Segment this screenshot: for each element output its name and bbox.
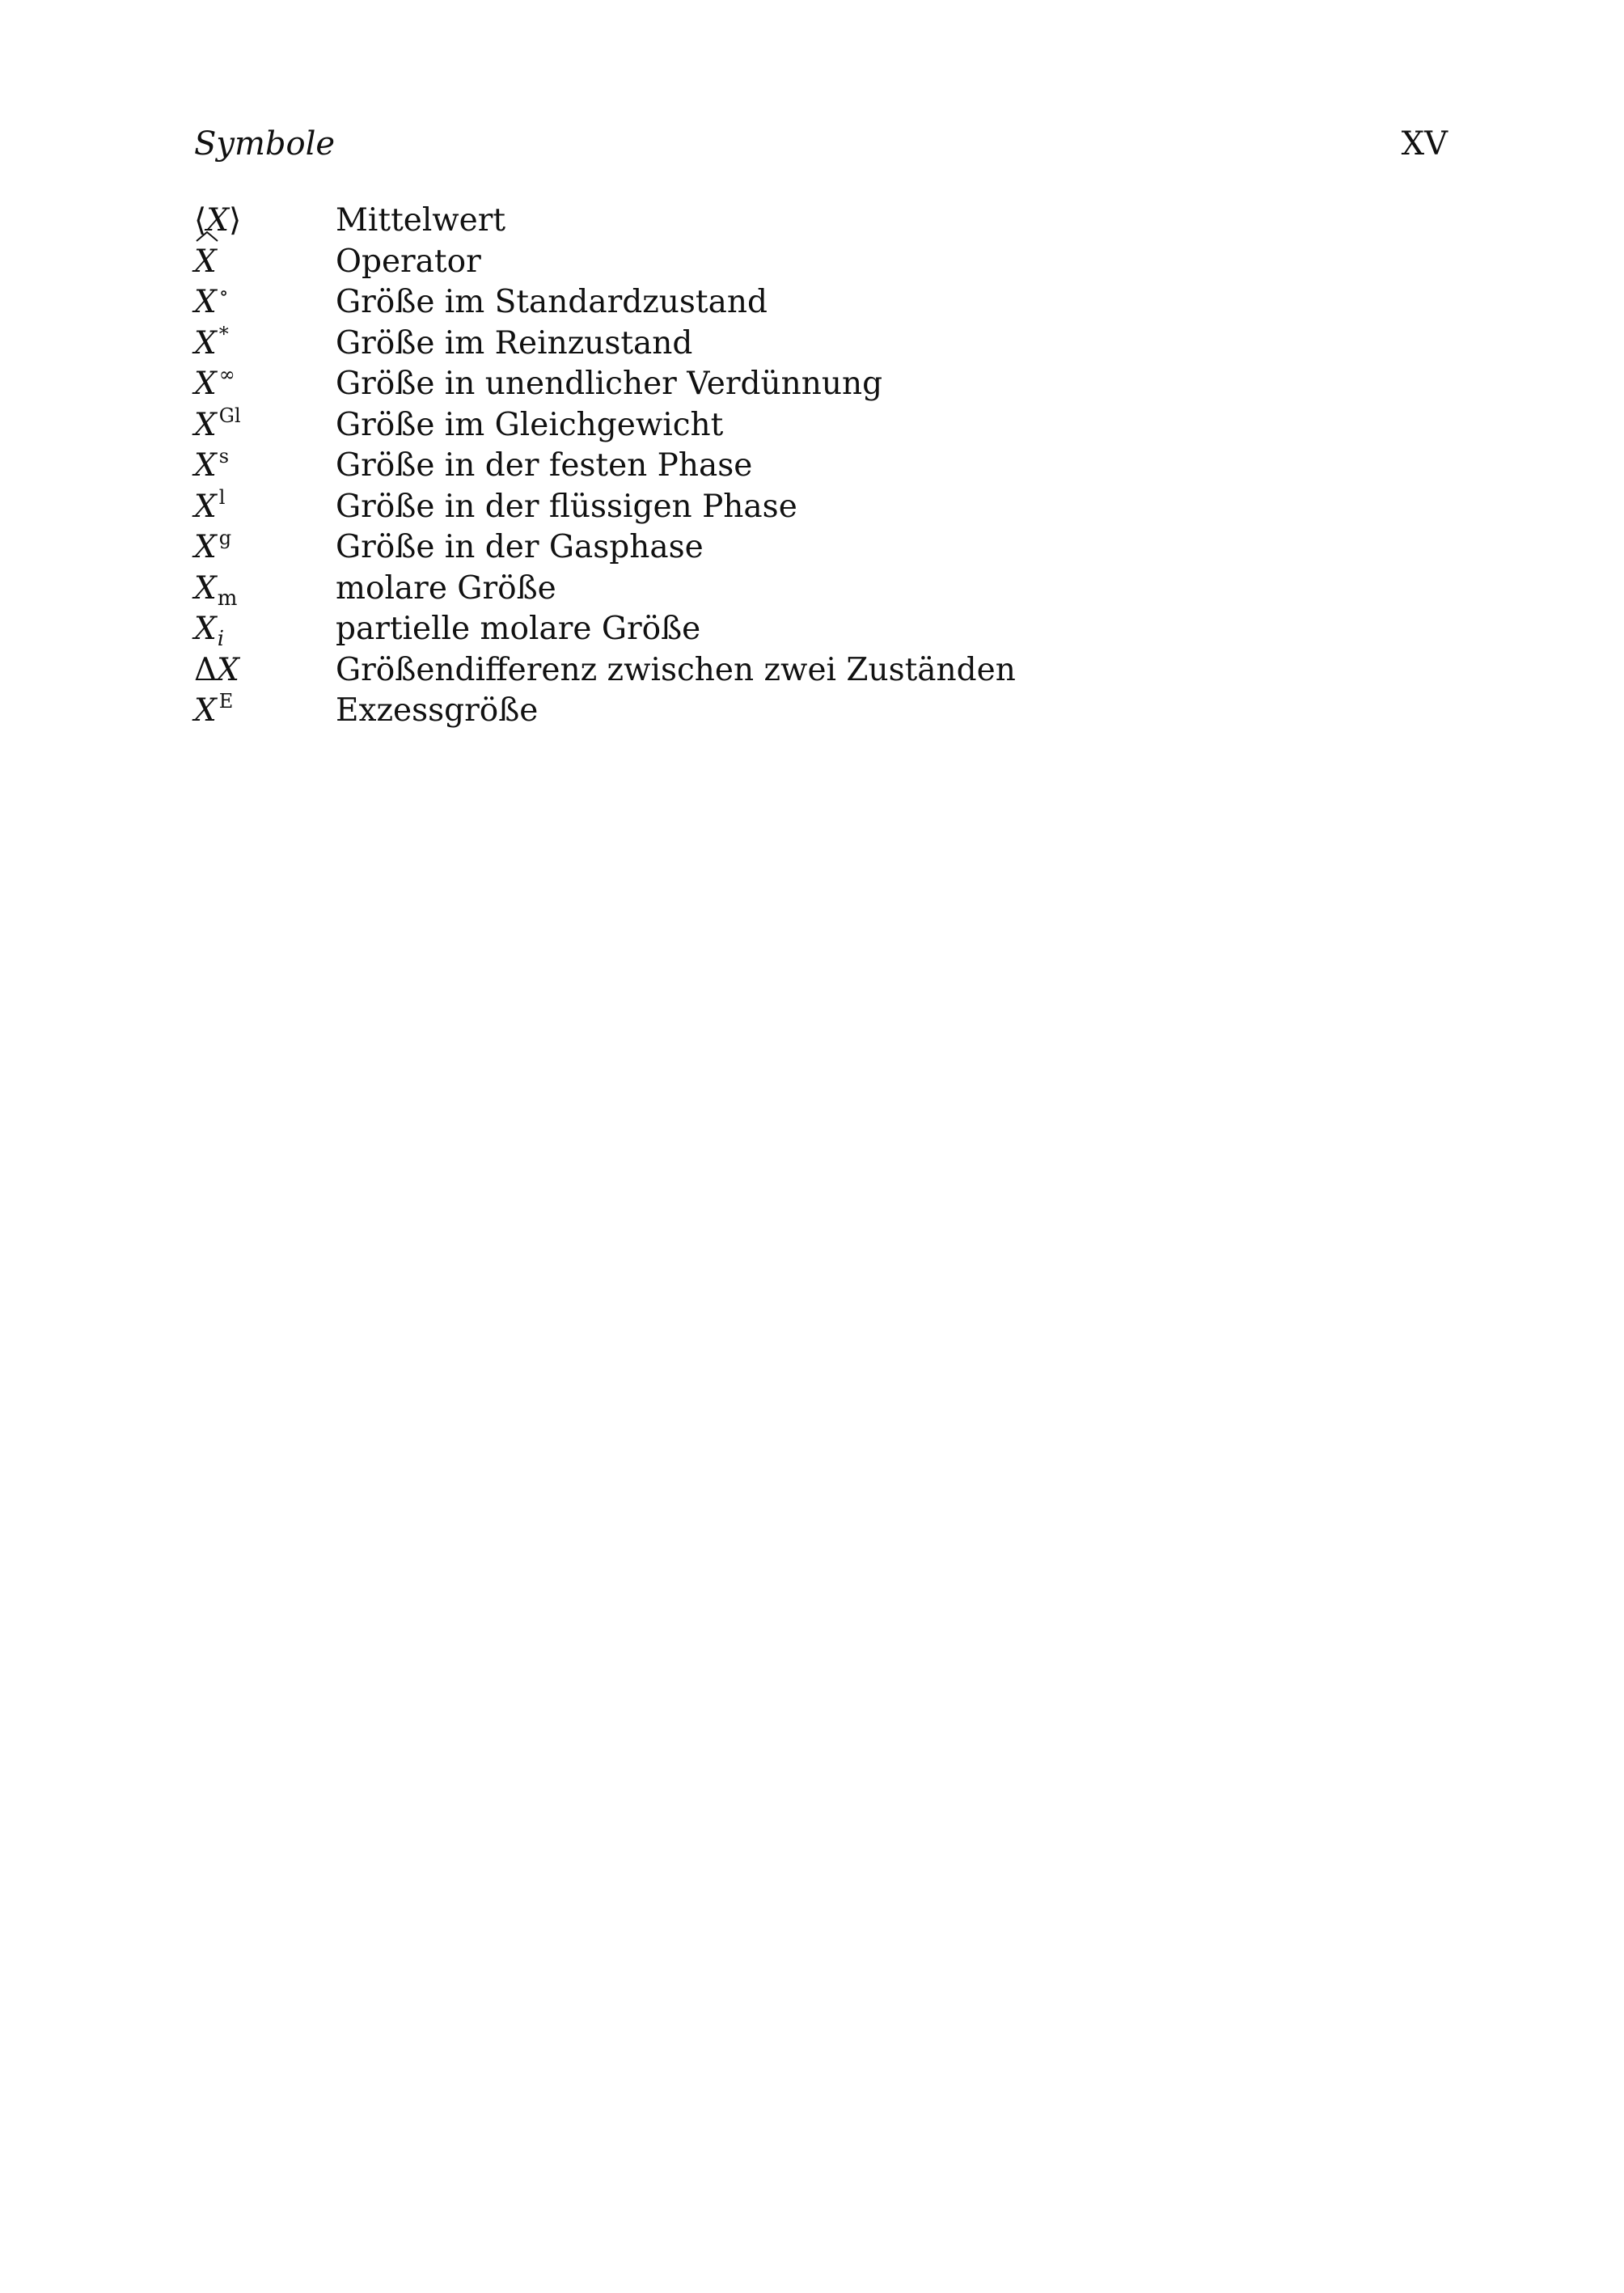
symbol-description: Exzessgröße <box>336 692 539 729</box>
section-title: Symbole <box>194 125 336 163</box>
symbol-row <box>194 446 1326 487</box>
symbol-difference <box>194 650 336 691</box>
symbol-base: X <box>194 692 217 729</box>
symbol-superscript: l <box>218 485 226 509</box>
symbol-row <box>194 527 1326 569</box>
symbol-description: Größe in der festen Phase <box>336 447 753 484</box>
symbol-description: partielle molare Größe <box>336 611 701 647</box>
symbol-description: Größe in unendlicher Verdünnung <box>336 366 883 402</box>
symbol-superscript: s <box>218 445 230 467</box>
symbol-equilibrium <box>194 405 336 446</box>
symbol-row <box>194 364 1326 405</box>
symbol-base: X <box>194 284 217 320</box>
symbol-row <box>194 569 1326 610</box>
symbol-description: Größe im Standardzustand <box>336 284 768 320</box>
hat-accent-icon <box>196 231 218 242</box>
page-number: XV <box>1401 125 1448 163</box>
symbol-gas-phase <box>194 527 336 568</box>
symbol-superscript: * <box>218 322 229 345</box>
symbol-description: Größe im Gleichgewicht <box>336 406 724 443</box>
symbol-superscript: Gl <box>218 404 241 427</box>
symbol-description: molare Größe <box>336 569 556 607</box>
symbol-subscript: i <box>217 627 225 651</box>
symbol-standard-state <box>194 282 336 323</box>
symbol-excess <box>194 691 336 731</box>
symbol-description: Operator <box>336 243 481 280</box>
running-head <box>194 121 1448 170</box>
symbol-subscript: m <box>217 586 238 611</box>
symbol-description: Größe in der Gasphase <box>336 529 704 565</box>
symbol-infinite-dilution <box>194 364 336 404</box>
symbol-base: X <box>194 324 217 362</box>
symbol-base: X <box>194 569 217 607</box>
symbol-superscript: E <box>218 690 234 713</box>
symbol-list <box>194 201 1326 732</box>
symbol-base: X <box>217 651 239 688</box>
symbol-base: X <box>194 529 217 565</box>
symbol-molar <box>194 569 336 609</box>
symbol-base: X <box>194 447 217 484</box>
symbol-description: Größendifferenz zwischen zwei Zuständen <box>336 651 1016 688</box>
symbol-base: X <box>194 488 217 525</box>
symbol-row <box>194 201 1326 242</box>
symbol-row <box>194 609 1326 650</box>
symbol-base: X <box>194 611 217 647</box>
symbol-partial-molar <box>194 609 336 649</box>
symbol-superscript: g <box>218 527 232 549</box>
symbol-pure-state <box>194 324 336 364</box>
symbol-mean: ⟨X⟩ <box>194 202 242 239</box>
symbol-row <box>194 650 1326 692</box>
symbol-row <box>194 324 1326 365</box>
symbol-description: Größe im Reinzustand <box>336 324 693 362</box>
symbol-liquid-phase <box>194 487 336 527</box>
symbol-row <box>194 691 1326 732</box>
symbol-operator <box>194 242 336 282</box>
symbol-row <box>194 242 1326 283</box>
symbol-description: Mittelwert <box>336 202 506 239</box>
symbol-base: X <box>194 406 217 443</box>
symbol-solid-phase <box>194 446 336 486</box>
symbol-superscript: ∘ <box>218 281 229 304</box>
symbol-base: X <box>206 202 229 239</box>
symbol-base: X <box>194 243 217 280</box>
symbol-prefix: Δ <box>194 651 218 688</box>
symbol-row <box>194 405 1326 446</box>
symbol-description: Größe in der flüssigen Phase <box>336 488 797 525</box>
symbol-row <box>194 487 1326 528</box>
symbol-row <box>194 282 1326 324</box>
symbol-base: X <box>194 366 217 402</box>
symbol-superscript: ∞ <box>218 363 235 386</box>
